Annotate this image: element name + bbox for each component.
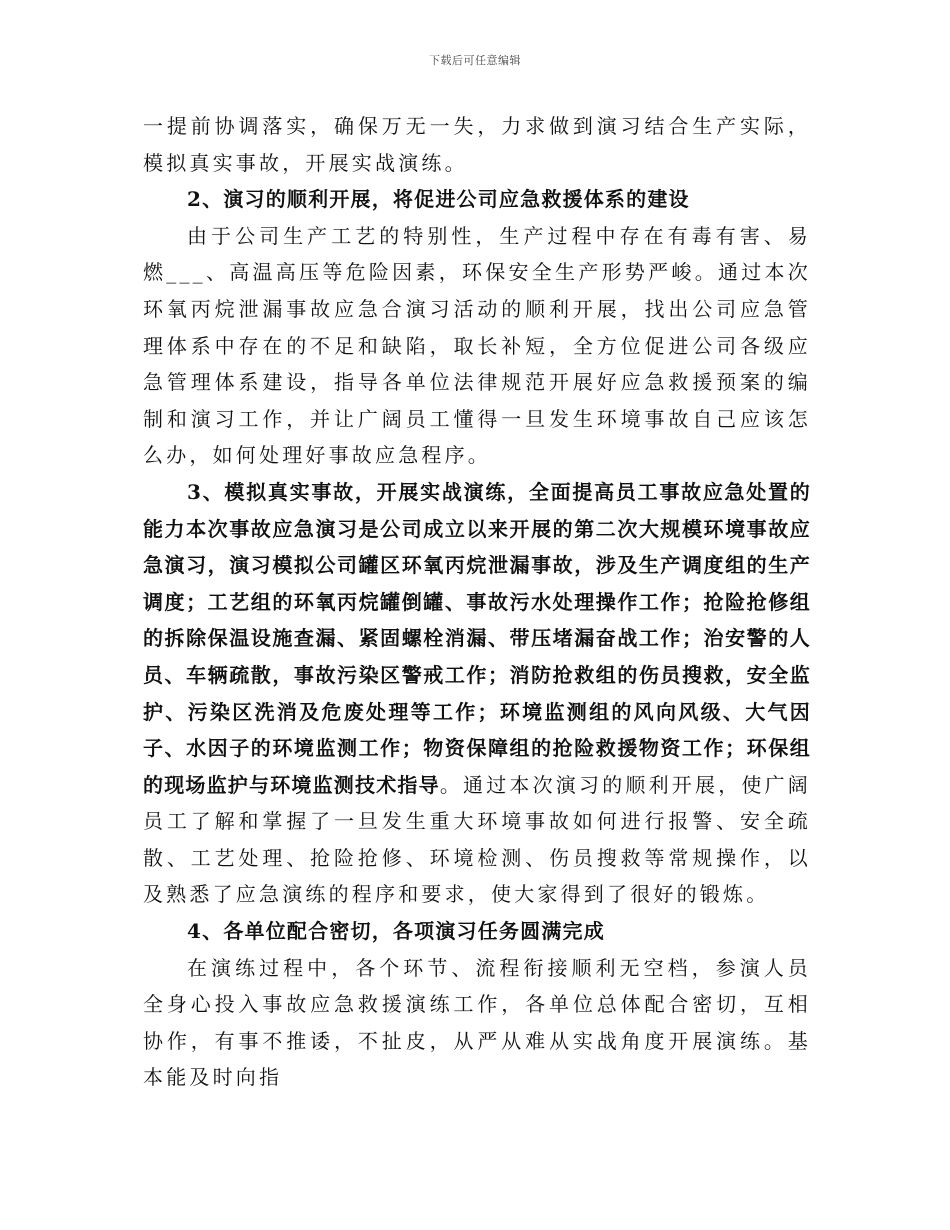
paragraph-section-4: 在演练过程中，各个环节、流程衔接顺利无空档，参演人员全身心投入事故应急救援演练工作，各单位总体配合密切，互相协作，有事不推诿，不扯皮，从严从难从实战角度开展演练。基本能及时向指 xyxy=(143,955,811,1090)
page-header-note: 下载后可任意编辑 xyxy=(429,54,521,67)
section-heading-4: 4、各单位配合密切，各项演习任务圆满完成 xyxy=(187,919,605,944)
document-body xyxy=(143,108,811,1096)
section-heading-3-bold-text: 3、模拟真实事故，开展实战演练，全面提高员工事故应急处置的能力本次事故应急演习是公司成立以来开展的第二次大规模环境事故应急演习，演习模拟公司罐区环氧丙烷泄漏事故，涉及生产调度组的生产调度；工艺组的环氧丙烷罐倒罐、事故污水处理操作工作；抢险抢修组的拆除保温设施查漏、紧固螺栓消漏、带压堵漏奋战工作；治安警的人员、车辆疏散，事故污染区警戒工作；消防抢救组的伤员搜救，安全监护、污染区洗消及危废处理等工作；环境监测组的风向风级、大气因子、水因子的环境监测工作；物资保障组的抢险救援物资工作；环保组的现场监护与环境监测技术指导 xyxy=(143,479,811,797)
section-heading-2: 2、演习的顺利开展，将促进公司应急救援体系的建设 xyxy=(187,187,690,212)
section-3-normal-text: 。通过本次演习的顺利开展，使广阔员工了解和掌握了一旦发生重大环境事故如何进行报警、安全疏散、工艺处理、抢险抢修、环境检测、伤员搜救等常规操作，以及熟悉了应急演练的程序和要求，使大家得到了很好的锻炼。 xyxy=(143,772,812,907)
paragraph-continuation: 一提前协调落实，确保万无一失，力求做到演习结合生产实际，模拟真实事故，开展实战演练。 xyxy=(143,114,811,175)
paragraph-section-2: 由于公司生产工艺的特别性，生产过程中存在有毒有害、易燃___、高温高压等危险因素，环保安全生产形势严峻。通过本次环氧丙烷泄漏事故应急合演习活动的顺利开展，找出公司应急管理体系中存在的不足和缺陷，取长补短，全方位促进公司各级应急管理体系建设，指导各单位法律规范开展好应急救援预案的编制和演习工作，并让广阔员工懂得一旦发生环境事故自己应该怎么办，如何处理好事故应急程序。 xyxy=(143,223,811,468)
paragraph-section-3 xyxy=(143,474,811,913)
